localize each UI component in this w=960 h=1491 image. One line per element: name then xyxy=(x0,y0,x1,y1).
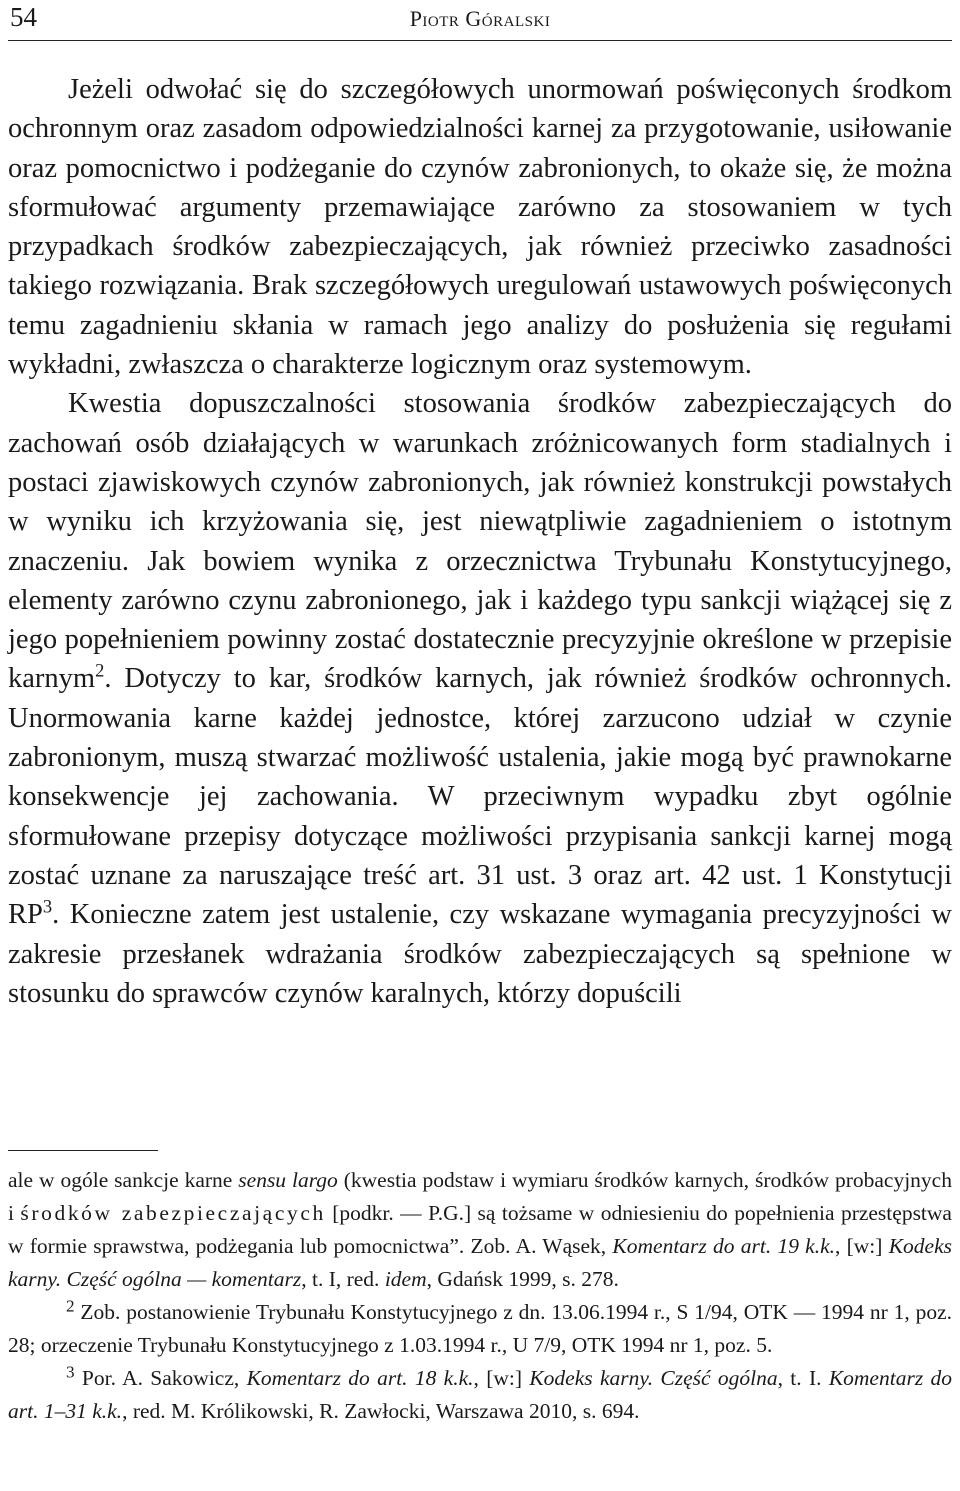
footnote-text: , t. I, red. xyxy=(301,1267,385,1291)
footnote-italic: Komentarz do art. 1–31 k.k. xyxy=(8,1366,952,1423)
footnote-text: ale w ogóle sankcje karne xyxy=(8,1168,239,1192)
footnotes xyxy=(8,1164,952,1428)
paragraph-1: Jeżeli odwołać się do szczegółowych unormowań poświęconych środkom ochronnym oraz zasadom odpowiedzialności karnej za przygotowanie, usiłowanie oraz pomocnictwo i podżeganie do czynów zabronionych, to okaże się, że można sformułować argumenty przemawiające zarówno za stosowaniem w tych przypadkach środków zabezpieczających, jak również przeciwko zasadności takiego rozwiązania. Brak szczegółowych uregulowań ustawowych poświęconych temu zagadnieniu skłania w ramach jego analizy do posłużenia się regułami wykładni, zwłaszcza o charakterze logicznym oraz systemowym. xyxy=(8,74,952,381)
footnote-3-number: 3 xyxy=(66,1362,75,1382)
footnote-italic: Kodeks karny. Część ogólna — komentarz xyxy=(8,1234,952,1291)
footnote-italic: idem xyxy=(384,1267,427,1291)
footnote-text: , t. I. xyxy=(777,1366,829,1390)
footnote-ref-2[interactable]: 2 xyxy=(95,660,105,682)
paragraph-2 xyxy=(8,384,952,1013)
footnote-italic: Komentarz do art. 18 k.k. xyxy=(246,1366,474,1390)
paragraph-2-part-b: . Dotyczy to kar, środków karnych, jak również środków ochronnych. Unormowania karne każdej jednostce, której zarzucono udział w czynie zabronionym, muszą stwarzać możliwość ustalenia, jakie mogą być prawnokarne konsekwencje jej zachowania. W przeciwnym wypadku zbyt ogólnie sformułowane przepisy dotyczące możliwości przypisania sankcji karnej mogą zostać uznane za naruszające treść art. 31 ust. 3 oraz art. 42 ust. 1 Konstytucji RP xyxy=(8,663,952,931)
footnote-italic: sensu largo xyxy=(238,1168,338,1192)
footnote-2-number: 2 xyxy=(66,1296,75,1316)
footnote-text: , [w:] xyxy=(835,1234,889,1258)
paragraph-2-part-a: Kwestia dopuszczalności stosowania środków zabezpieczających do zachowań osób działających w warunkach zróżnicowanych form stadialnych i postaci zjawiskowych czynów zabronionych, jak również konstrukcji powstałych w wyniku ich krzyżowania się, jest niewątpliwie zagadnieniem o istotnym znaczeniu. Jak bowiem wynika z orzecznictwa Trybunału Konstytucyjnego, elementy zarówno czynu zabronionego, jak i każdego typu sankcji wiążącej się z jego popełnieniem powinny zostać dostatecznie precyzyjnie określone w przepisie karnym xyxy=(8,388,952,695)
footnote-text: Por. A. Sakowicz, xyxy=(74,1366,247,1390)
main-text xyxy=(8,70,952,1013)
footnote-text: [podkr. — P.G.] są tożsame w odniesieniu do popełnienia przestępstwa w formie sprawstwa, podżegania lub pomocnictwa”. Zob. A. Wąsek, xyxy=(8,1201,952,1258)
footnote-separator xyxy=(8,1150,158,1151)
page-header xyxy=(8,0,952,41)
running-head-author: Piotr Góralski xyxy=(409,6,551,31)
page-number: 54 xyxy=(10,2,37,32)
footnote-2 xyxy=(8,1296,952,1362)
footnote-text: , [w:] xyxy=(473,1366,530,1390)
footnote-2-text: Zob. postanowienie Trybunału Konstytucyjnego z dn. 13.06.1994 r., S 1/94, OTK — 1994 nr 1, poz. 28; orzeczenie Trybunału Konstytucyjnego z 1.03.1994 r., U 7/9, OTK 1994 nr 1, poz. 5. xyxy=(8,1300,952,1357)
footnote-text: , Gdańsk 1999, s. 278. xyxy=(426,1267,619,1291)
footnote-emphasis-spaced: środków zabezpieczających xyxy=(20,1201,326,1225)
footnote-text: (kwestia podstaw i wymiaru środków karnych, środków probacyjnych i xyxy=(8,1168,952,1225)
footnote-italic: Komentarz do art. 19 k.k. xyxy=(612,1234,836,1258)
footnote-text: , red. M. Królikowski, R. Zawłocki, Warszawa 2010, s. 694. xyxy=(122,1399,640,1423)
footnote-italic: Kodeks karny. Część ogólna xyxy=(529,1366,778,1390)
footnote-3 xyxy=(8,1362,952,1428)
footnote-ref-3[interactable]: 3 xyxy=(42,896,53,918)
paragraph-2-part-c: . Konieczne zatem jest ustalenie, czy wskazane wymagania precyzyjności w zakresie przesłanek wdrażania środków zabezpieczających są spełnione w stosunku do sprawców czynów karalnych, którzy dopuścili xyxy=(8,899,952,1009)
footnote-continued xyxy=(8,1164,952,1296)
